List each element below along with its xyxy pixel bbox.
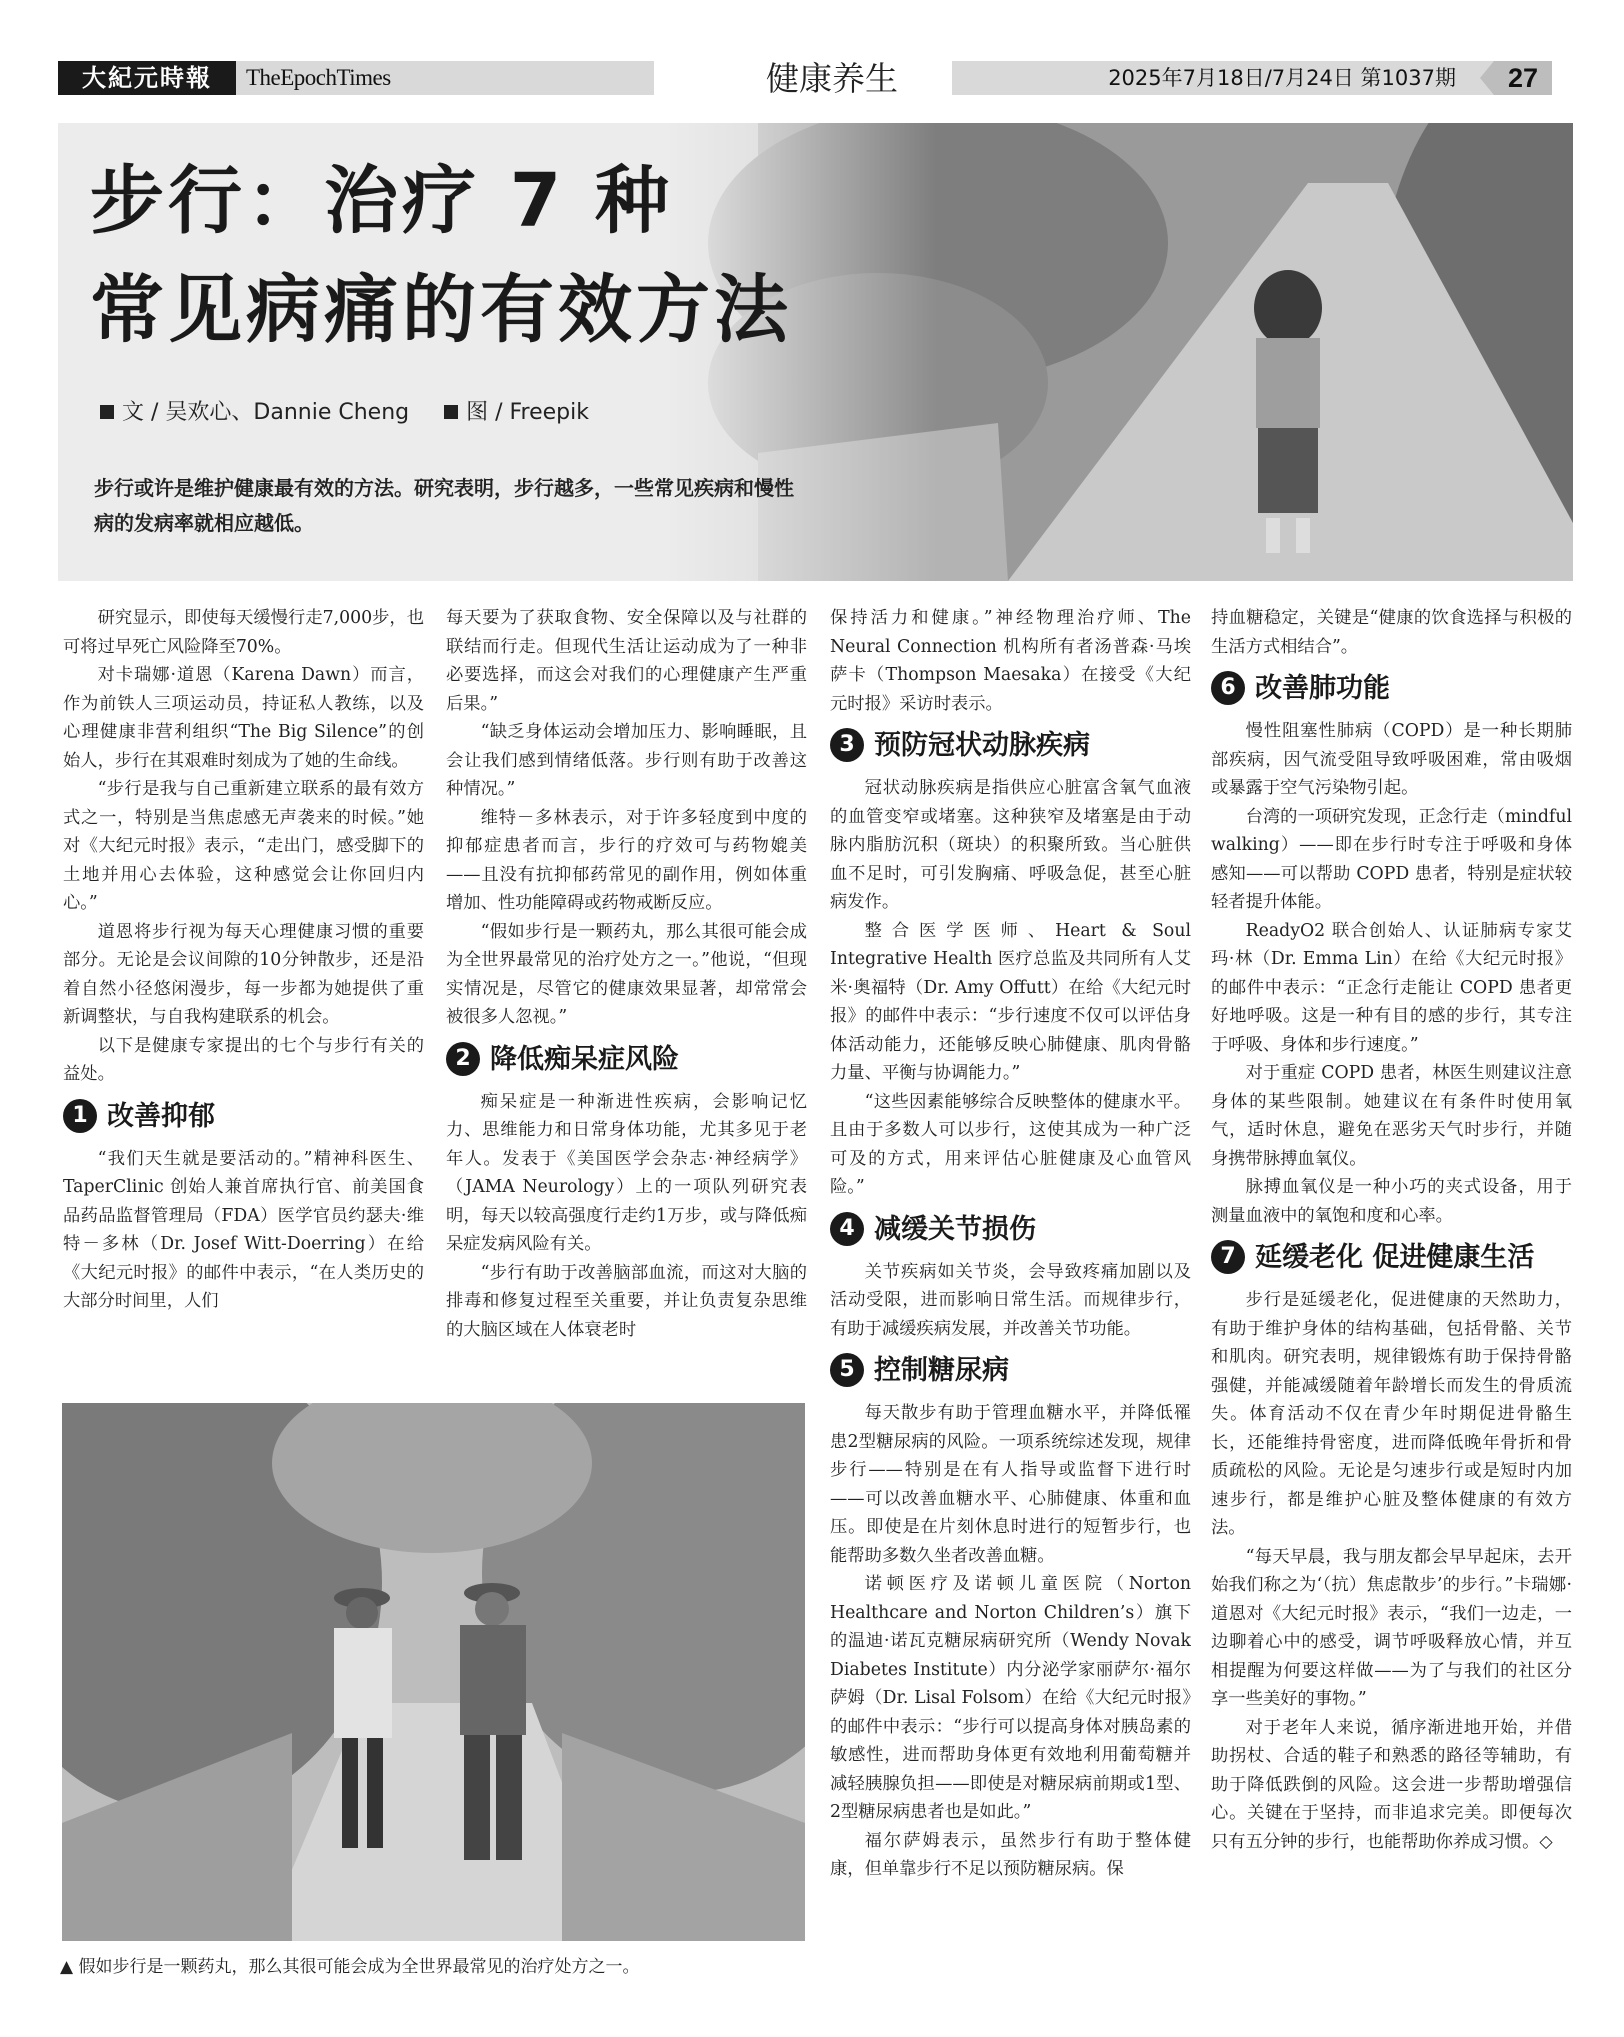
page-header — [58, 58, 1573, 100]
headline-line-1: 步行：治疗 7 种 — [90, 158, 674, 244]
article-column-3 — [830, 604, 1191, 2014]
paragraph: 慢性阻塞性肺病（COPD）是一种长期肺部疾病，因气流受阻导致呼吸困难，常由吸烟或暴露于空气污染物引起。 — [1211, 721, 1572, 798]
article-column-4 — [1211, 604, 1572, 2014]
masthead-bar — [58, 61, 654, 95]
logo-chinese: 大紀元時報 — [58, 61, 236, 95]
paragraph: 关节疾病如关节炎，会导致疼痛加剧以及活动受限，进而影响日常生活。而规律步行，有助于减缓疾病发展，并改善关节功能。 — [830, 1261, 1191, 1339]
paragraph: 保持活力和健康。”神经物理治疗师、The Neural Connection 机构所有者汤普森·马埃萨卡（Thompson Maesaka）在接受《大纪元时报》采访时表示。 — [830, 608, 1191, 714]
square-bullet-icon — [444, 405, 458, 419]
subhead-3 — [830, 724, 1191, 768]
paragraph: “我们天生就是要活动的。”精神科医生、TaperClinic 创始人兼首席执行官、前美国食品药品监督管理局（FDA）医学官员约瑟夫·维特－多林（Dr. Josef Witt-Doerring）在给《大纪元时报》的邮件中表示，“在人类历史的大部分时间里，人们 — [63, 1148, 424, 1311]
paragraph: 步行是延缓老化，促进健康的天然助力，有助于维护身体的结构基础，包括骨骼、关节和肌肉。研究表明，规律锻炼有助于保持骨骼强健，并能减缓随着年龄增长而发生的骨质流失。体育活动不仅在青少年时期促进骨骼生长，还能维持骨密度，进而降低晚年骨折和骨质疏松的风险。无论是匀速步行或是短时内加速步行，都是维护心脏及整体健康的有效方法。 — [1211, 1290, 1572, 1538]
page-number: 27 — [1494, 61, 1552, 95]
subhead-7 — [1211, 1236, 1572, 1280]
subhead-1 — [63, 1095, 424, 1139]
subhead-5 — [830, 1349, 1191, 1393]
subhead-text: 延缓老化 促进健康生活 — [1255, 1242, 1535, 1273]
photo-caption: ▲ 假如步行是一颗药丸，那么其很可能会成为全世界最常见的治疗处方之一。 — [60, 1957, 640, 1977]
paragraph: “每天早晨，我与朋友都会早早起床，去开始我们称之为‘（抗）焦虑散步’的步行。”卡瑞娜·道恩对《大纪元时报》表示，“我们一边走，一边聊着心中的感受，调节呼吸释放心情，并互相提醒为何要这样做——为了与我们的社区分享一些美好的事物。” — [1211, 1546, 1572, 1709]
paragraph: 研究显示，即使每天缓慢行走7,000步，也可将过早死亡风险降至70%。 — [63, 608, 424, 657]
photo-couple-walking — [62, 1403, 805, 1941]
logo-english: TheEpochTimes — [246, 65, 391, 90]
paragraph: ReadyO2 联合创始人、认证肺病专家艾玛·林（Dr. Emma Lin）在给《大纪元时报》的邮件中表示：“正念行走能让 COPD 患者更好地呼吸。这是一种有目的感的步行，其专注于呼吸、身体和步行速度。” — [1211, 920, 1572, 1055]
paragraph: 台湾的一项研究发现，正念行走（mindful walking）——即在步行时专注于呼吸和身体感知——可以帮助 COPD 患者，特别是症状较轻者提升体能。 — [1211, 806, 1572, 912]
paragraph: 对卡瑞娜·道恩（Karena Dawn）而言，作为前铁人三项运动员，持证私人教练，以及心理健康非营利组织“The Big Silence”的创始人，步行在其艰难时刻成为了她的生命线。 — [63, 665, 424, 771]
couple-walking-image — [62, 1403, 805, 1941]
paragraph: 对于重症 COPD 患者，林医生则建议注意身体的某些限制。她建议在有条件时使用氧气，适时休息，避免在恶劣天气时步行，并随身携带脉搏血氧仪。 — [1211, 1063, 1572, 1169]
byline-photo: 图 / Freepik — [466, 400, 589, 425]
number-badge: 6 — [1211, 671, 1245, 705]
number-badge: 7 — [1211, 1240, 1245, 1274]
paragraph: 道恩将步行视为每天心理健康习惯的重要部分。无论是会议间隙的10分钟散步，还是沿着自然小径悠闲漫步，每一步都为她提供了重新调整状，与自我构建联系的机会。 — [63, 921, 424, 1027]
article-column-2 — [446, 604, 807, 1384]
article-column-1 — [63, 604, 424, 1384]
paragraph: 持血糖稳定，关键是“健康的饮食选择与积极的生活方式相结合”。 — [1211, 608, 1572, 657]
subhead-text: 控制糖尿病 — [874, 1355, 1009, 1386]
subhead-text: 降低痴呆症风险 — [490, 1043, 679, 1075]
paragraph: 福尔萨姆表示，虽然步行有助于整体健康，但单靠步行不足以预防糖尿病。保 — [830, 1830, 1191, 1879]
byline-author: 文 / 吴欢心、Dannie Cheng — [122, 400, 410, 425]
square-bullet-icon — [100, 405, 114, 419]
paragraph: “步行是我与自己重新建立联系的最有效方式之一，特别是当焦虑感无声袭来的时候。”她对《大纪元时报》表示，“走出门，感受脚下的土地并用心去体验，这种感觉会让你回归内心。” — [63, 779, 424, 913]
section-title: 健康养生 — [766, 59, 898, 98]
subhead-2 — [446, 1038, 807, 1082]
number-badge: 4 — [830, 1212, 864, 1246]
subhead-text: 预防冠状动脉疾病 — [874, 730, 1090, 761]
headline-line-2: 常见病痛的有效方法 — [90, 267, 792, 353]
subhead-6 — [1211, 667, 1572, 711]
paragraph: 诺顿医疗及诺顿儿童医院（Norton Healthcare and Norton Children’s）旗下的温迪·诺瓦克糖尿病研究所（Wendy Novak Diabetes Institute）内分泌学家丽萨尔·福尔萨姆（Dr. Lisal Folsom）在给《大纪元时报》的邮件中表示：“步行可以提高身体对胰岛素的敏感性，进而帮助身体更有效地利用葡萄糖并减轻胰腺负担——即使是对糖尿病前期或1型、2型糖尿病患者也是如此。” — [830, 1574, 1191, 1822]
subhead-text: 改善抑郁 — [107, 1100, 215, 1132]
paragraph: 以下是健康专家提出的七个与步行有关的益处。 — [63, 1035, 424, 1084]
subhead-text: 减缓关节损伤 — [874, 1213, 1036, 1245]
paragraph: “缺乏身体运动会增加压力、影响睡眠，且会让我们感到情绪低落。步行则有助于改善这种情况。” — [446, 722, 807, 799]
lede-paragraph: 步行或许是维护健康最有效的方法。研究表明，步行越多，一些常见疾病和慢性病的发病率就相应越低。 — [94, 476, 794, 535]
headline — [90, 147, 792, 365]
subhead-4 — [830, 1208, 1191, 1252]
issue-bar — [952, 61, 1552, 95]
number-badge: 2 — [446, 1042, 480, 1076]
hero-banner — [58, 123, 1573, 581]
paragraph: 维特－多林表示，对于许多轻度到中度的抑郁症患者而言，步行的疗效可与药物媲美——且没有抗抑郁药常见的副作用，例如体重增加、性功能障碍或药物戒断反应。 — [446, 807, 807, 913]
paragraph: 冠状动脉疾病是指供应心脏富含氧气血液的血管变窄或堵塞。这种狭窄及堵塞是由于动脉内脂肪沉积（斑块）的积聚所致。当心脏供血不足时，可引发胸痛、呼吸急促，甚至心脏病发作。 — [830, 778, 1191, 912]
paragraph: 每天要为了获取食物、安全保障以及与社群的联结而行走。但现代生活让运动成为了一种非必要选择，而这会对我们的心理健康产生严重后果。” — [446, 608, 807, 714]
paragraph: “假如步行是一颗药丸，那么其很可能会成为全世界最常见的治疗处方之一。”他说，“但现实情况是，尽管它的健康效果显著，却常常会被很多人忽视。” — [446, 921, 807, 1027]
paragraph: “这些因素能够综合反映整体的健康水平。且由于多数人可以步行，这使其成为一种广泛可及的方式，用来评估心脏健康及心血管风险。” — [830, 1091, 1191, 1197]
paragraph: 对于老年人来说，循序渐进地开始，并借助拐杖、合适的鞋子和熟悉的路径等辅助，有助于降低跌倒的风险。这会进一步帮助增强信心。关键在于坚持，而非追求完美。即便每次只有五分钟的步行，也能帮助你养成习惯。◇ — [1211, 1717, 1572, 1852]
paragraph: 整合医学医师、Heart & Soul Integrative Health 医疗总监及共同所有人艾米·奥福特（Dr. Amy Offutt）在给《大纪元时报》的邮件中表示：“步行速度不仅可以评估身体活动能力，还能够反映心肺健康、肌肉骨骼力量、平衡与协调能力。” — [830, 920, 1191, 1083]
paragraph: “步行有助于改善脑部血流，而这对大脑的排毒和修复过程至关重要，并让负责复杂思维的大脑区域在人体衰老时 — [446, 1262, 807, 1340]
paragraph: 痴呆症是一种渐进性疾病，会影响记忆力、思维能力和日常身体功能，尤其多见于老年人。发表于《美国医学会杂志·神经病学》（JAMA Neurology）上的一项队列研究表明，每天以较高强度行走约1万步，或与降低痴呆症发病风险有关。 — [446, 1091, 807, 1254]
number-badge: 1 — [63, 1099, 97, 1133]
issue-date: 2025年7月18日/7月24日 第1037期 — [1108, 66, 1456, 90]
number-badge: 3 — [830, 728, 864, 762]
subhead-text: 改善肺功能 — [1255, 673, 1390, 704]
paragraph: 脉搏血氧仪是一种小巧的夹式设备，用于测量血液中的氧饱和度和心率。 — [1211, 1177, 1572, 1226]
byline — [100, 395, 589, 426]
number-badge: 5 — [830, 1353, 864, 1387]
paragraph: 每天散步有助于管理血糖水平，并降低罹患2型糖尿病的风险。一项系统综述发现，规律步行——特别是在有人指导或监督下进行时——可以改善血糖水平、心肺健康、体重和血压。即使是在片刻休息时进行的短暂步行，也能帮助多数久坐者改善血糖。 — [830, 1403, 1191, 1566]
